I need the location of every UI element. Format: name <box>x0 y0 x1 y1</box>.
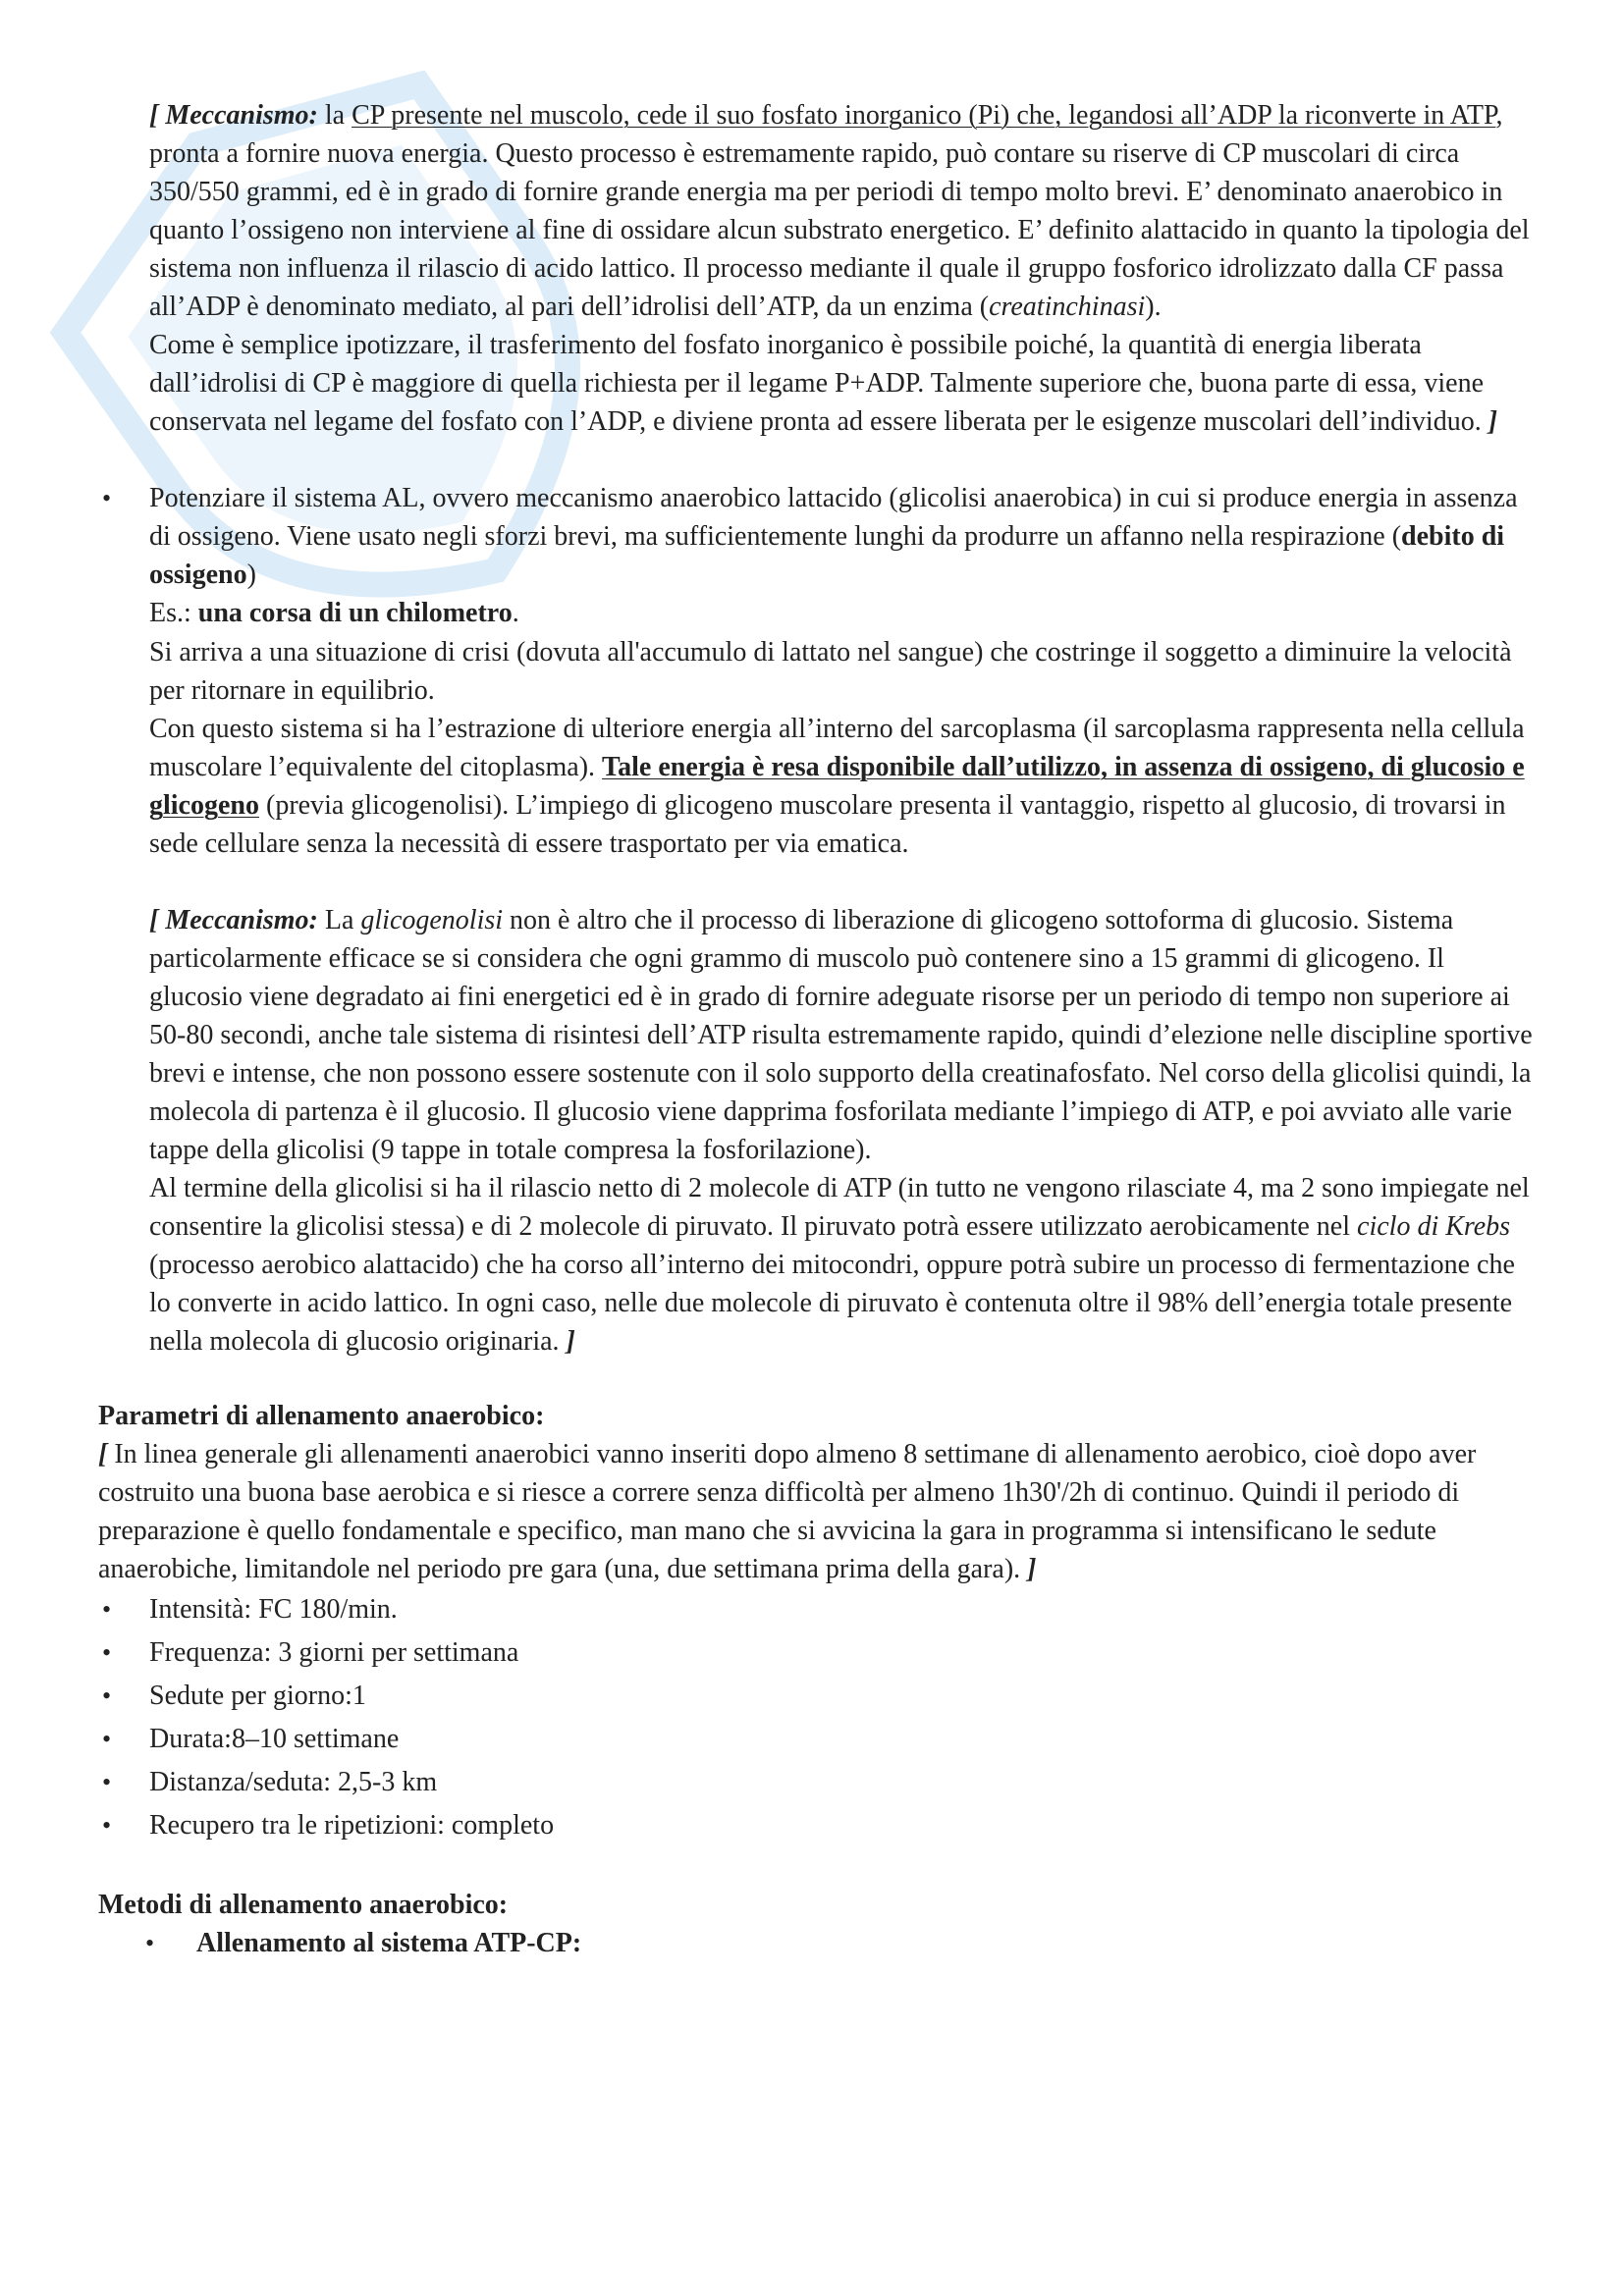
cp-mechanism-paragraph: [ Meccanismo: la CP presente nel muscolo, cede il suo fosfato inorganico (Pi) che, legandosi all’ADP la riconverte in ATP, pronta a fornire nuova energia. Questo processo è estremamente rapido, può contare su riserve di CP muscolari di circa 350/550 grammi, ed è in grado di fornire grande energia ma per periodi di tempo molto brevi. E’ denominato anaerobico in quanto l’ossigeno non interviene al fine di ossidare alcun substrato energetico. E’ definito alattacido in quanto la tipologia del sistema non influenza il rilascio di acido lattico. Il processo mediante il quale il gruppo fosforico idrolizzato dalla CF passa all’ADP è denominato mediato, al pari dell’idrolisi dell’ATP, da un enzima (creatinchinasi). <box>149 100 1530 322</box>
bullet-icon: • <box>102 1725 112 1753</box>
list-item: • Allenamento al sistema ATP-CP: <box>196 1924 1542 1962</box>
list-item: • Sedute per giorno:1 <box>149 1675 1542 1718</box>
list-item: • Recupero tra le ripetizioni: completo <box>149 1804 1542 1847</box>
glyco-mechanism-block <box>149 901 1542 1361</box>
list-item: • Distanza/seduta: 2,5-3 km <box>149 1761 1542 1804</box>
al-system-intro: Potenziare il sistema AL, ovvero meccanismo anaerobico lattacido (glicolisi anaerobica) in cui si produce energia in assenza di ossigeno. Viene usato negli sforzi brevi, ma sufficientemente lunghi da produrre un affanno nella respirazione (debito di ossigeno) <box>149 483 1518 590</box>
params-heading: Parametri di allenamento anaerobico: <box>98 1401 545 1431</box>
methods-section <box>98 1886 1542 1962</box>
bullet-icon: • <box>102 1638 112 1667</box>
al-system-example: Es.: una corsa di un chilometro. <box>149 598 519 628</box>
bullet-icon: • <box>102 1682 112 1710</box>
glyco-mechanism-paragraph: [ Meccanismo: La glicogenolisi non è altro che il processo di liberazione di glicogeno sottoforma di glucosio. Sistema particolarmente efficace se si considera che ogni grammo di muscolo può contenere sino a 15 grammi di glicogeno. Il glucosio viene degradato ai fini energetici ed è in grado di fornire adeguate risorse per un periodo di tempo non superiore ai 50-80 secondi, anche tale sistema di risintesi dell’ATP risulta estremamente rapido, quindi d’elezione nelle discipline sportive brevi e intense, che non possono essere sostenute con il solo supporto della creatinafosfato. Nel corso della glicolisi quindi, la molecola di partenza è il glucosio. Il glucosio viene dapprima fosforilata mediante l’impiego di ATP, e poi avviato alle varie tappe della glicolisi (9 tappe in totale compresa la fosforilazione). <box>149 905 1533 1165</box>
list-item: • Intensità: FC 180/min. <box>149 1588 1542 1631</box>
document-body <box>98 96 1542 1962</box>
cp-mechanism-paragraph-2: Come è semplice ipotizzare, il trasferimento del fosfato inorganico è possibile poiché, la quantità di energia liberata dall’idrolisi di CP è maggiore di quella richiesta per il legame P+ADP. Talmente superiore che, buona parte di essa, viene conservata nel legame del fosfato con l’ADP, e diviene pronta ad essere liberata per le esigenze muscolari dell’individuo. ] <box>149 330 1498 437</box>
bullet-icon: • <box>102 484 112 512</box>
al-system-item <box>102 479 1542 863</box>
methods-heading: Metodi di allenamento anaerobico: <box>98 1890 509 1920</box>
al-system-sarcoplasm: Con questo sistema si ha l’estrazione di ulteriore energia all’interno del sarcoplasma (il sarcoplasma rappresenta nella cellula muscolare l’equivalente del citoplasma). Tale energia è resa disponibile dall’utilizzo, in assenza di ossigeno, di glucosio e glicogeno (previa glicogenolisi). L’impiego di glicogeno muscolare presenta il vantaggio, rispetto al glucosio, di trovarsi in sede cellulare senza la necessità di essere trasportato per via ematica. <box>149 714 1525 859</box>
bullet-icon: • <box>145 1929 155 1957</box>
bullet-icon: • <box>102 1811 112 1840</box>
params-list <box>102 1588 1542 1847</box>
params-section <box>98 1397 1542 1847</box>
params-intro: [ In linea generale gli allenamenti anaerobici vanno inseriti dopo almeno 8 settimane di allenamento aerobico, cioè dopo aver costruito una buona base aerobica e si riesce a correre senza difficoltà per almeno 1h30'/2h di continuo. Quindi il periodo di preparazione è quello fondamentale e specifico, man mano che si avvicina la gara in programma si intensificano le sedute anaerobiche, limitandole nel periodo pre gara (una, due settimana prima della gara). ] <box>98 1439 1477 1584</box>
bullet-icon: • <box>102 1768 112 1796</box>
bullet-icon: • <box>102 1595 112 1624</box>
al-system-crisis: Si arriva a una situazione di crisi (dovuta all'accumulo di lattato nel sangue) che costringe il soggetto a diminuire la velocità per ritornare in equilibrio. <box>149 637 1512 706</box>
glyco-mechanism-paragraph-2: Al termine della glicolisi si ha il rilascio netto di 2 molecole di ATP (in tutto ne vengono rilasciate 4, ma 2 sono impiegate nel consentire la glicolisi stessa) e di 2 molecole di piruvato. Il piruvato potrà essere utilizzato aerobicamente nel ciclo di Krebs (processo aerobico alattacido) che ha corso all’interno dei mitocondri, oppure potrà subire un processo di fermentazione che lo converte in acido lattico. In ogni caso, nelle due molecole di piruvato è contenuta oltre il 98% dell’energia totale presente nella molecola di glucosio originaria. ] <box>149 1173 1530 1357</box>
cp-mechanism-block <box>149 96 1542 441</box>
list-item: • Durata:8–10 settimane <box>149 1718 1542 1761</box>
list-item: • Frequenza: 3 giorni per settimana <box>149 1631 1542 1675</box>
